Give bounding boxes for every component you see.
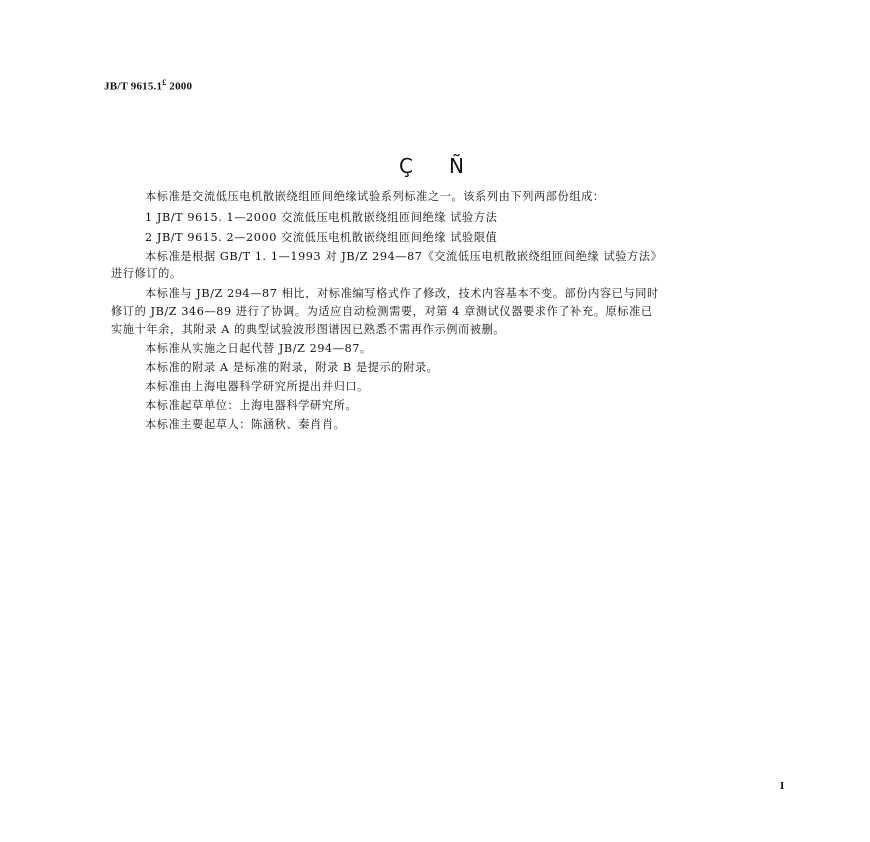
paragraph-line: 本标准与 JB/Z 294—87 相比，对标准编写格式作了修改，技术内容基本不变。部份内容已与同时 <box>145 287 659 300</box>
paragraph-line: 本标准从实施之日起代替 JB/Z 294—87。 <box>145 342 372 355</box>
paragraph-line: 实施十年余，其附录 A 的典型试验波形图谱因已熟悉不需再作示例而被删。 <box>111 323 506 336</box>
paragraph-line: 本标准主要起草人：陈涵秋、秦肖肖。 <box>145 418 346 431</box>
paragraph-line: 1 JB/T 9615. 1—2000 交流低压电机散嵌绕组匝间绝缘 试验方法 <box>145 211 498 224</box>
paragraph-line: 本标准是根据 GB/T 1. 1—1993 对 JB/Z 294—87《交流低压电机散嵌绕组匝间绝缘 试验方法》 <box>145 250 663 263</box>
standard-code-suffix: 2000 <box>166 80 193 93</box>
standard-code-sup: £ <box>162 78 167 87</box>
paragraph-line: 2 JB/T 9615. 2—2000 交流低压电机散嵌绕组匝间绝缘 试验限值 <box>145 231 498 244</box>
paragraph-line: 本标准的附录 A 是标准的附录，附录 B 是提示的附录。 <box>145 361 439 374</box>
paragraph-line: 本标准由上海电器科学研究所提出并归口。 <box>145 380 369 393</box>
paragraph-line: 本标准起草单位：上海电器科学研究所。 <box>145 399 358 412</box>
paragraph-line: 修订的 JB/Z 346—89 进行了协调。为适应自动检测需要，对第 4 章测试仪器要求作了补充。原标准已 <box>111 305 653 318</box>
heading-right-glyph: Ñ <box>448 154 464 178</box>
standard-code-prefix: JB/T 9615.1 <box>104 80 163 93</box>
page-number: I <box>780 780 785 792</box>
heading-left-glyph: Ç <box>399 154 413 178</box>
paragraph-line: 进行修订的。 <box>111 267 182 280</box>
paragraph-line: 本标准是交流低压电机散嵌绕组匝间绝缘试验系列标准之一。该系列由下列两部份组成： <box>145 190 605 203</box>
